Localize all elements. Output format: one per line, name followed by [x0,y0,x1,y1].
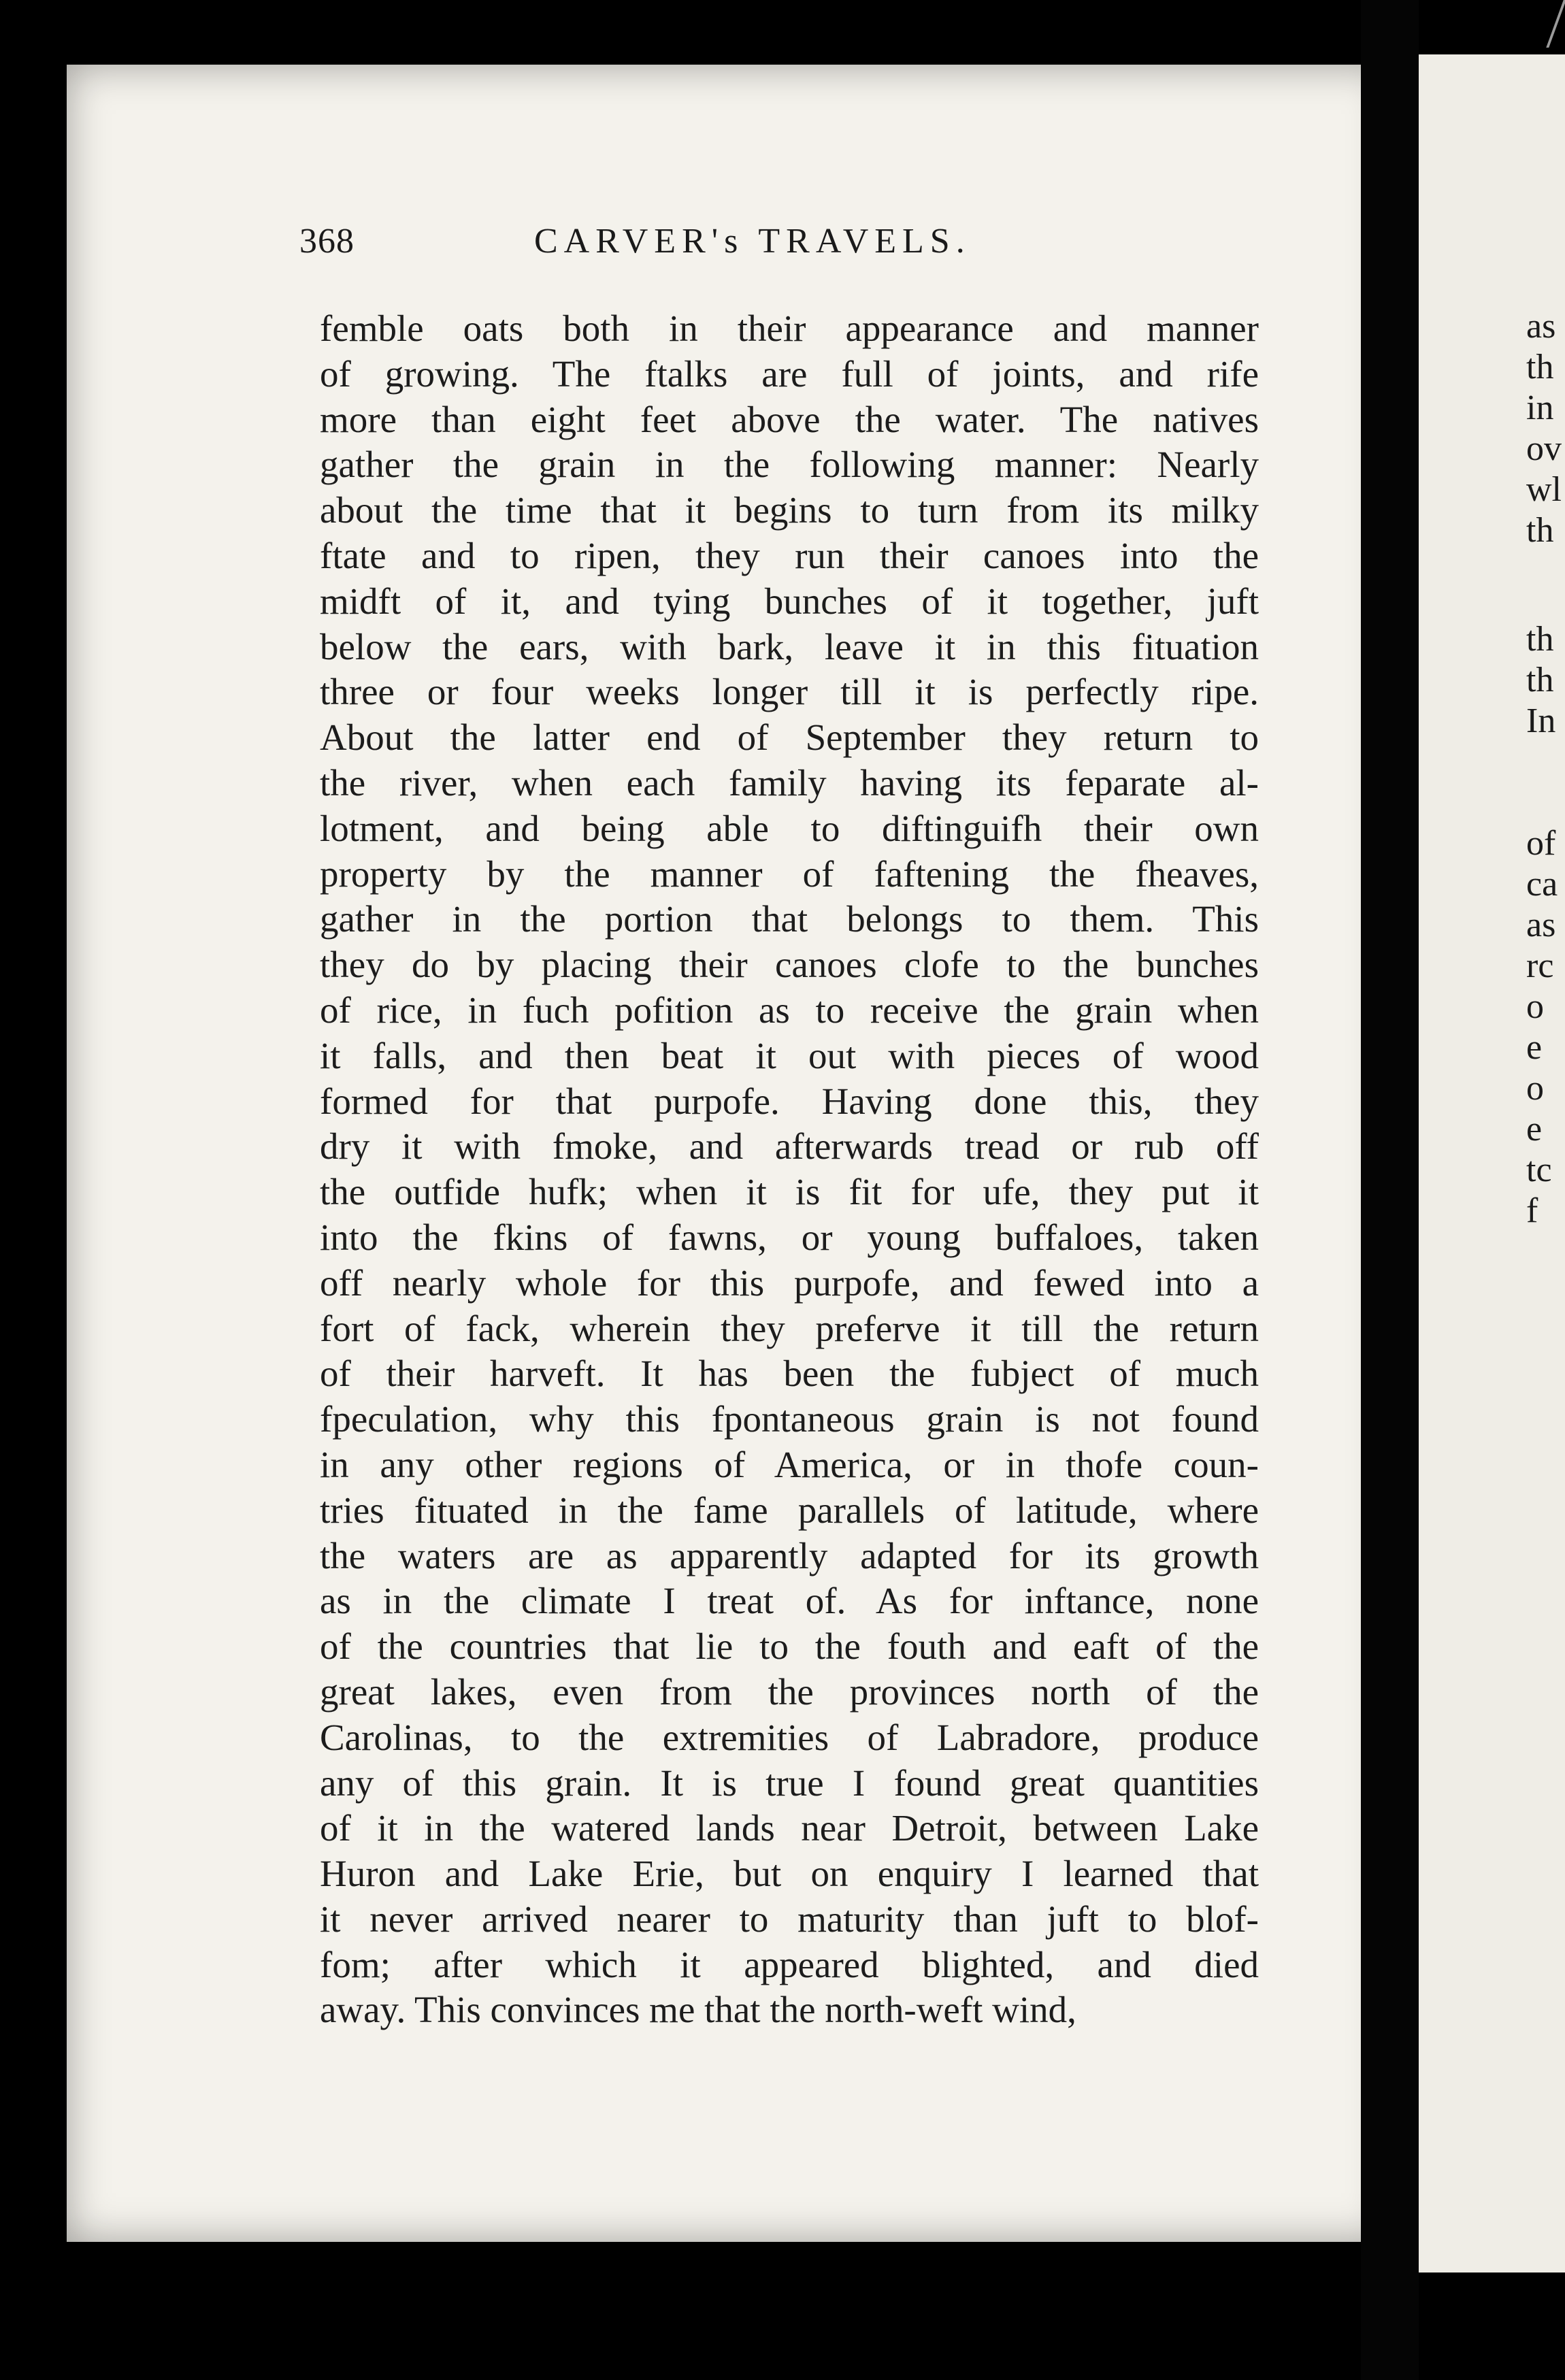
text-line: the waters are as apparently adapted for its growth [320,1534,1259,1576]
text-line: more than eight feet above the water. The natives [320,398,1259,440]
text-line: it never arrived nearer to maturity than juft to blof- [320,1898,1259,1940]
text-line: they do by placing their canoes clofe to the bunches [320,944,1259,986]
facing-page-fragment: e [1526,1110,1543,1148]
facing-page-fragment: th [1526,661,1554,699]
text-line: in any other regions of America, or in thofe coun- [320,1443,1259,1485]
facing-page-fragment: tc [1526,1151,1552,1189]
facing-page-fragment: o [1526,987,1544,1026]
text-line: fpeculation, why this fpontaneous grain is not found [320,1398,1259,1440]
text-line: three or four weeks longer till it is perfectly ripe. [320,671,1259,713]
facing-page-fragment: f [1526,1191,1538,1230]
text-line: below the ears, with bark, leave it in this fituation [320,625,1259,667]
facing-page-fragment: as [1526,906,1556,944]
text-line: away. This convinces me that the north-weft wind, [320,1989,1076,2031]
facing-page-fragment: of [1526,824,1556,863]
text-line: the river, when each family having its feparate al- [320,761,1259,804]
facing-page-fragment: rc [1526,946,1554,985]
text-line: as in the climate I treat of. As for inftance, none [320,1580,1259,1622]
text-line: of rice, in fuch pofition as to receive the grain when [320,989,1259,1031]
facing-page-fragment: th [1526,348,1554,386]
text-line: the outfide hufk; when it is fit for ufe, they put it [320,1171,1259,1213]
text-line: Carolinas, to the extremities of Labradore, produce [320,1716,1259,1758]
text-line: any of this grain. It is true I found great quantities [320,1762,1259,1804]
facing-page-fragment: in [1526,389,1554,427]
text-line: formed for that purpofe. Having done this, they [320,1080,1259,1122]
text-line: great lakes, even from the provinces north of the [320,1670,1259,1713]
text-line: About the latter end of September they return to [320,716,1259,759]
text-line: gather in the portion that belongs to them. This [320,898,1259,940]
text-line: femble oats both in their appearance and manner [320,308,1259,349]
facing-page-fragment: ov [1526,429,1562,468]
facing-page-edge [1419,54,1565,2272]
text-line: of it in the watered lands near Detroit, between Lake [320,1807,1259,1849]
running-head: CARVER's TRAVELS. [534,222,971,261]
facing-page-fragment: In [1526,701,1556,740]
facing-page-fragment: th [1526,511,1554,550]
facing-page-fragment: th [1526,620,1554,659]
text-line: off nearly whole for this purpofe, and fewed into a [320,1261,1259,1304]
text-line: about the time that it begins to turn from its milky [320,489,1259,531]
text-line: property by the manner of faftening the fheaves, [320,853,1259,895]
text-line: fort of fack, wherein they preferve it till the return [320,1307,1259,1349]
facing-page-fragment: o [1526,1069,1544,1108]
facing-page-fragment: e [1526,1028,1543,1067]
page-header [299,221,1252,276]
page-gutter [1361,0,1419,2380]
text-line: ftate and to ripen, they run their canoes into the [320,534,1259,576]
facing-page-fragment: ca [1526,865,1558,904]
text-line: of growing. The ftalks are full of joints, and rife [320,352,1259,395]
text-line: of their harveft. It has been the fubject of much [320,1353,1259,1395]
facing-page-fragment: as [1526,307,1556,346]
body-text [320,306,1259,2033]
text-line: fom; after which it appeared blighted, and died [320,1943,1259,1985]
text-line: into the fkins of fawns, or young buffaloes, taken [320,1216,1259,1258]
text-line: it falls, and then beat it out with pieces of wood [320,1034,1259,1076]
text-line: gather the grain in the following manner: Nearly [320,444,1259,486]
text-line: midft of it, and tying bunches of it together, juft [320,580,1259,622]
facing-page-fragment: wl [1526,470,1562,509]
scan-corner-mark [1519,0,1565,48]
page-number: 368 [299,222,355,261]
text-line: tries fituated in the fame parallels of latitude, where [320,1489,1259,1531]
text-line: lotment, and being able to diftinguifh their own [320,807,1259,849]
text-line: dry it with fmoke, and afterwards tread or rub off [320,1125,1259,1168]
text-line: Huron and Lake Erie, but on enquiry I learned that [320,1853,1259,1895]
text-line: of the countries that lie to the fouth and eaft of the [320,1625,1259,1668]
